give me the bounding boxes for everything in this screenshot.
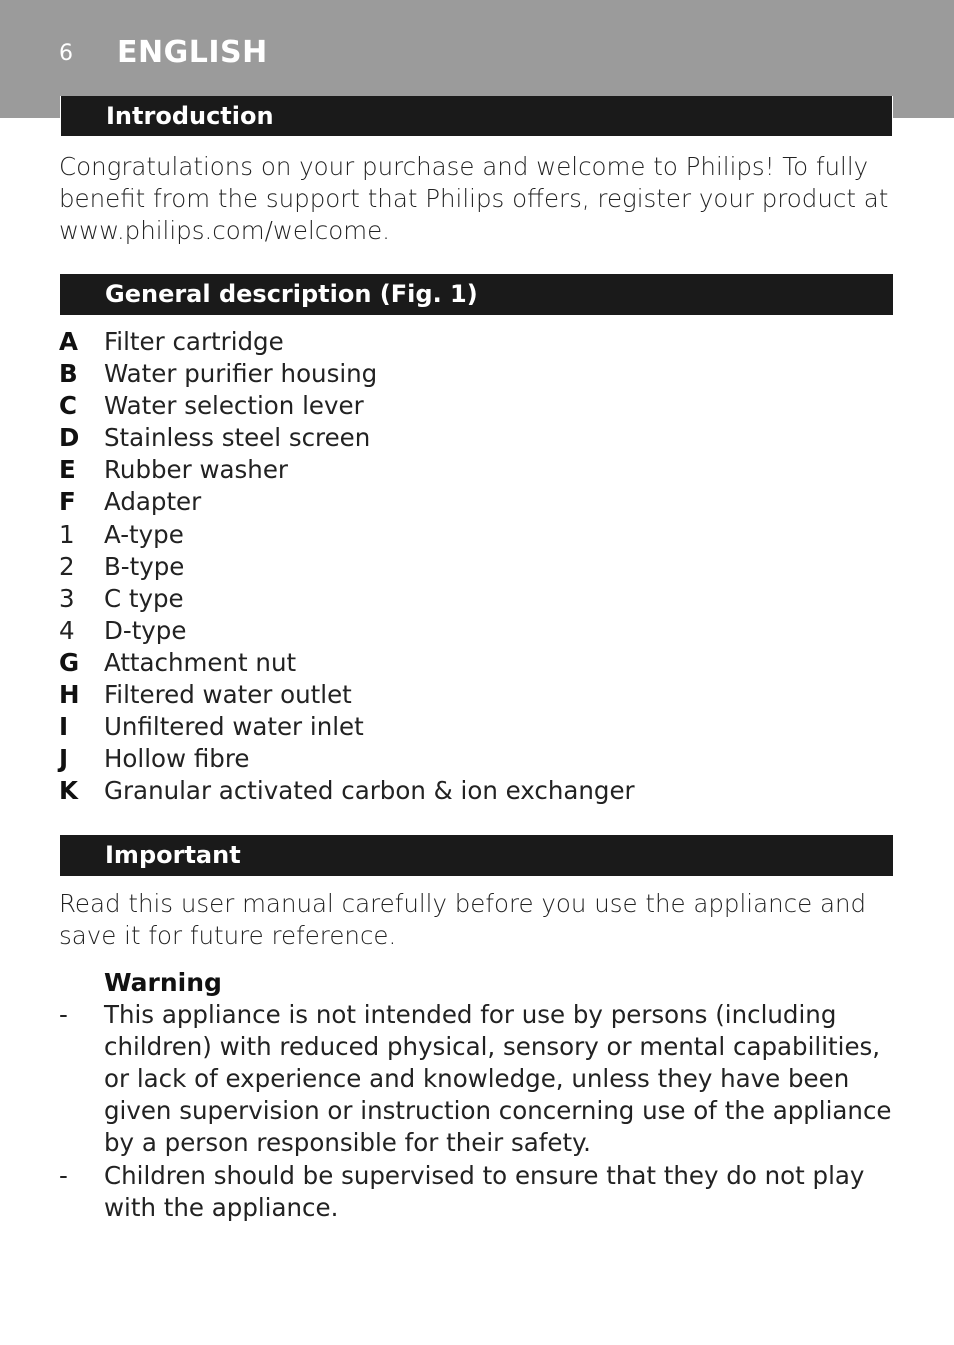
part-label: Hollow fibre bbox=[104, 744, 250, 774]
part-key: 4 bbox=[59, 615, 75, 645]
part-key: K bbox=[59, 776, 78, 806]
part-label: Stainless steel screen bbox=[104, 423, 371, 453]
part-key: H bbox=[59, 680, 80, 710]
part-label: Water selection lever bbox=[104, 391, 364, 421]
part-key: E bbox=[59, 455, 76, 485]
part-key: 3 bbox=[59, 583, 75, 613]
page-number: 6 bbox=[59, 41, 73, 66]
part-label: B-type bbox=[104, 551, 185, 581]
part-key: C bbox=[59, 391, 77, 421]
part-label: Adapter bbox=[104, 487, 202, 517]
section-heading-introduction bbox=[60, 96, 893, 137]
section-heading-important bbox=[60, 835, 893, 876]
part-label: Granular activated carbon & ion exchanger bbox=[104, 776, 635, 806]
part-key: J bbox=[59, 744, 69, 774]
part-key: A bbox=[59, 327, 78, 356]
part-key: F bbox=[59, 487, 76, 517]
part-label: Unfiltered water inlet bbox=[104, 712, 364, 742]
language-title: ENGLISH bbox=[117, 35, 268, 70]
bullet-dash: - bbox=[59, 1000, 68, 1029]
bullet-dash: - bbox=[59, 1161, 68, 1190]
part-label: Filter cartridge bbox=[104, 327, 284, 356]
part-label: Rubber washer bbox=[104, 455, 288, 485]
warning-text: Children should be supervised to ensure that they do not play with the appliance. bbox=[104, 1161, 865, 1222]
part-key: I bbox=[59, 712, 69, 742]
part-label: Attachment nut bbox=[104, 647, 297, 677]
warning-text: This appliance is not intended for use by persons (including children) with reduced physical, sensory or mental capabilities, or lack of experience and knowledge, unless they have been given supervision or instruction concerning use of the appliance by a person responsible for their safety. bbox=[104, 1000, 892, 1157]
part-key: 2 bbox=[59, 551, 75, 581]
part-key: D bbox=[59, 423, 80, 453]
warning-title: Warning bbox=[104, 968, 222, 997]
section-heading-text: General description (Fig. 1) bbox=[105, 280, 478, 308]
introduction-paragraph: Congratulations on your purchase and welcome to Philips! To fully benefit from the support that Philips offers, register your product at www.philips.com/welcome. bbox=[59, 152, 889, 245]
section-heading-general-description bbox=[60, 274, 893, 315]
part-key: G bbox=[59, 647, 80, 677]
important-paragraph: Read this user manual carefully before you use the appliance and save it for future reference. bbox=[59, 889, 867, 950]
part-label: Filtered water outlet bbox=[104, 680, 352, 710]
part-label: D-type bbox=[104, 615, 187, 645]
part-key: 1 bbox=[59, 519, 75, 549]
part-label: C type bbox=[104, 583, 184, 613]
part-label: A-type bbox=[104, 519, 184, 549]
part-label: Water purifier housing bbox=[104, 359, 378, 389]
section-heading-text: Introduction bbox=[106, 102, 274, 130]
section-heading-text: Important bbox=[105, 841, 241, 869]
part-key: B bbox=[59, 359, 78, 389]
